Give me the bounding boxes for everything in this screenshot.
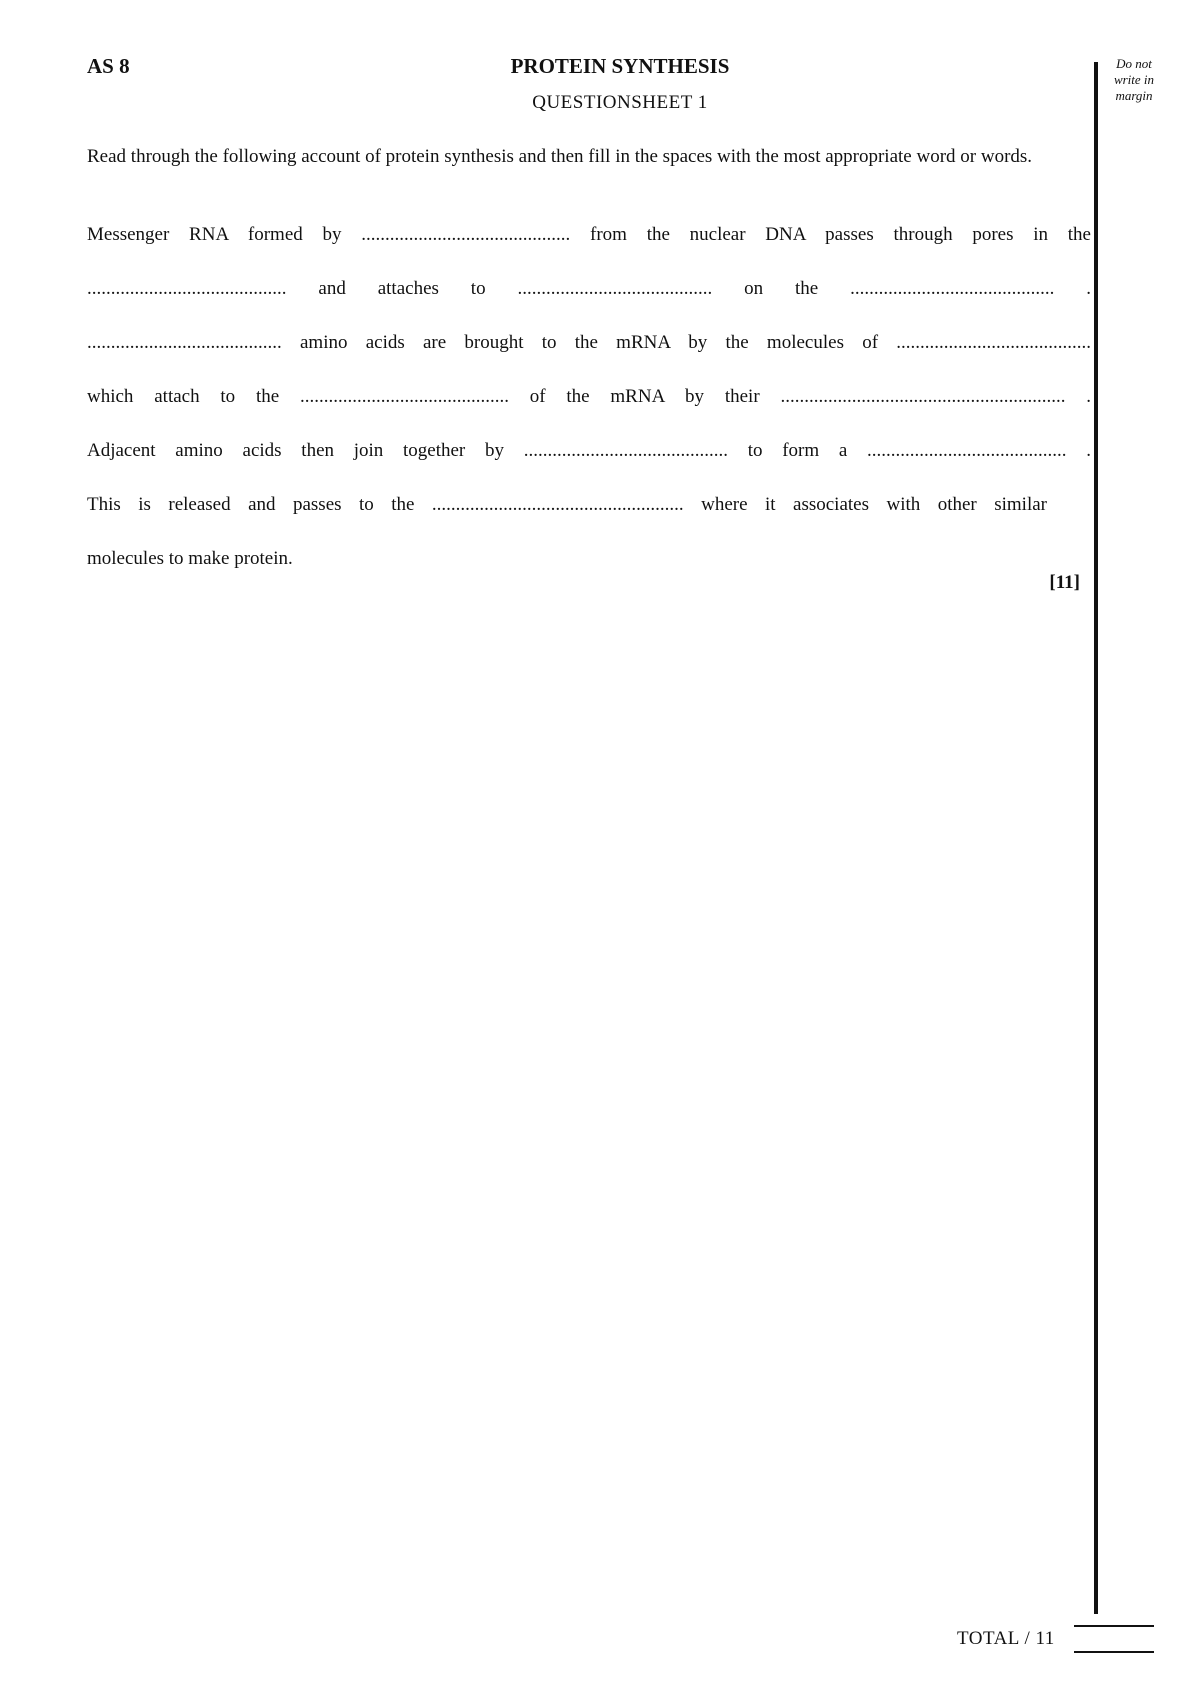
fill-in-line[interactable]: This is released and passes to the ..................................................... where it associates with other similar bbox=[87, 494, 1047, 515]
fill-in-line[interactable]: .......................................... and attaches to ......................................... on the ........................................... . bbox=[87, 278, 1091, 299]
text-line: molecules to make protein. bbox=[87, 548, 293, 569]
fill-in-line[interactable]: Messenger RNA formed by ............................................ from the nuclear DNA passes through pores in the bbox=[87, 224, 1091, 245]
total-score-box[interactable] bbox=[1074, 1625, 1154, 1653]
total-label: TOTAL / 11 bbox=[957, 1628, 1055, 1649]
margin-note-line: write in bbox=[1113, 72, 1155, 87]
page-title: PROTEIN SYNTHESIS bbox=[510, 54, 730, 78]
fill-in-line[interactable]: ......................................... amino acids are brought to the mRNA by the molecules of ......................................... bbox=[87, 332, 1091, 353]
margin-note-line: margin bbox=[1115, 88, 1153, 103]
page-subtitle: QUESTIONSHEET 1 bbox=[532, 92, 708, 113]
fill-in-line[interactable]: Adjacent amino acids then join together by ........................................... to form a .......................................... . bbox=[87, 440, 1091, 461]
margin-rule bbox=[1094, 62, 1098, 1614]
intro-paragraph: Read through the following account of protein synthesis and then fill in the spaces with the most appropriate word or words. bbox=[87, 146, 1033, 167]
fill-in-line[interactable]: which attach to the ............................................ of the mRNA by their ............................................................ . bbox=[87, 386, 1091, 407]
sheet-code: AS 8 bbox=[87, 54, 130, 78]
marks-label: [11] bbox=[1049, 572, 1080, 593]
margin-note-line: Do not bbox=[1116, 56, 1152, 71]
margin-note bbox=[1103, 56, 1165, 104]
